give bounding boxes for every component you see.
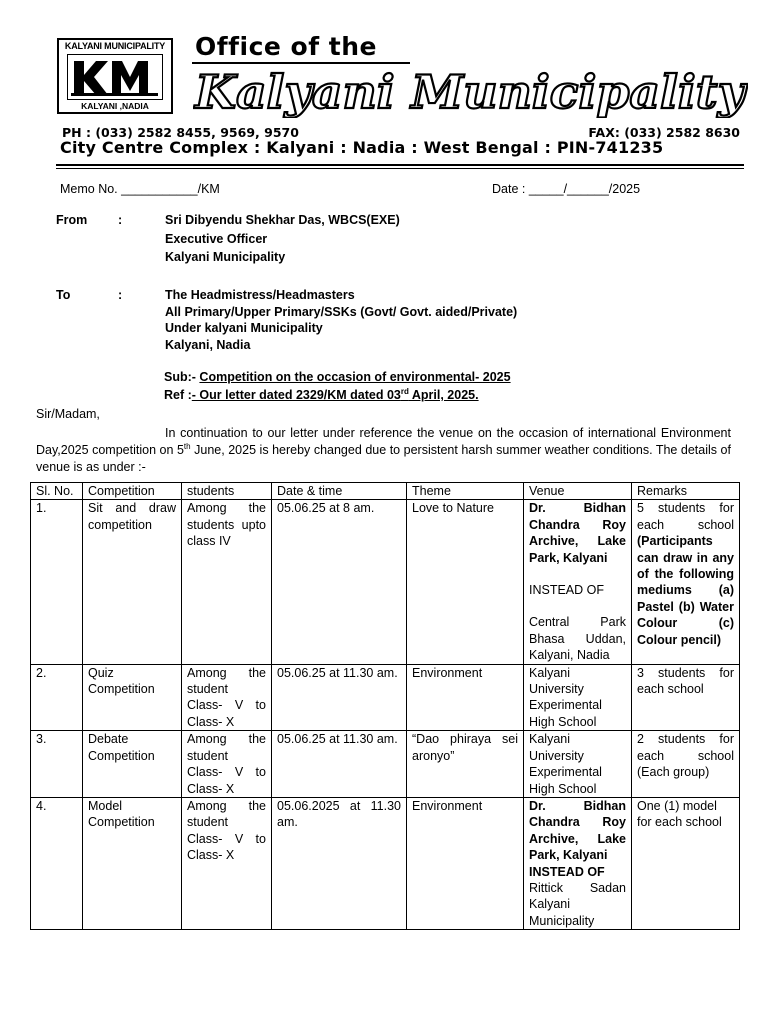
cell-remarks: One (1) model for each school: [632, 797, 740, 929]
header-competition: Competition: [83, 483, 182, 500]
from-line: Sri Dibyendu Shekhar Das, WBCS(EXE): [165, 213, 400, 227]
paragraph-text: In continuation to our letter under reference the venue on the occasion of international Environment Day,2025 competition on 5: [36, 426, 731, 457]
body-paragraph: [36, 425, 731, 476]
paragraph-sup: th: [183, 441, 191, 451]
to-line: The Headmistress/Headmasters: [165, 288, 355, 302]
from-colon: :: [118, 213, 123, 227]
table-header-row: [31, 483, 740, 500]
from-line: Executive Officer: [165, 232, 268, 246]
cell-remarks: 3 students for each school: [632, 664, 740, 731]
venue-table: [30, 482, 740, 930]
cell-date-time: 05.06.25 at 11.30 am.: [272, 664, 407, 731]
logo-top-text: KALYANI MUNICIPALITY: [64, 41, 166, 51]
municipality-name-text: Kalyani Municipality: [193, 65, 748, 118]
cell-competition: Debate Competition: [83, 731, 182, 798]
venue-new: Dr. Bidhan Chandra Roy Archive, Lake Park, Kalyani: [529, 501, 626, 565]
fax-number: FAX: (033) 2582 8630: [588, 125, 740, 140]
to-label: To: [56, 288, 71, 302]
cell-students: Among the student Class- V to Class- X: [182, 664, 272, 731]
table-row: [31, 664, 740, 731]
subject-label: Sub:-: [164, 370, 196, 384]
logo-emblem-icon: [67, 54, 163, 100]
to-line: All Primary/Upper Primary/SSKs (Govt/ Govt. aided/Private): [165, 305, 518, 319]
municipality-name-heading: [193, 62, 748, 118]
table-row: [31, 731, 740, 798]
cell-students: Among the students upto class IV: [182, 500, 272, 664]
header-theme: Theme: [407, 483, 524, 500]
cell-theme: “Dao phiraya sei aronyo”: [407, 731, 524, 798]
office-address: City Centre Complex : Kalyani : Nadia : West Bengal : PIN-741235: [60, 138, 664, 157]
header-students: students: [182, 483, 272, 500]
venue-old: Central Park Bhasa Uddan, Kalyani, Nadia: [529, 615, 626, 663]
remarks-text: 5 students for each school: [637, 501, 734, 532]
cell-sl-no: 2.: [31, 664, 83, 731]
header-date-time: Date & time: [272, 483, 407, 500]
municipality-logo: [57, 38, 173, 114]
cell-competition: Model Competition: [83, 797, 182, 929]
remarks-mediums: (Participants can draw in any of the following mediums (a) Pastel (b) Water Colour (c) Colour pencil): [637, 534, 734, 647]
office-of-heading: Office of the: [195, 32, 378, 61]
cell-sl-no: 3.: [31, 731, 83, 798]
memo-number: Memo No. ___________/KM: [60, 182, 220, 196]
venue-instead-of: INSTEAD OF: [529, 583, 605, 598]
venue-new: Dr. Bidhan Chandra Roy Archive, Lake Park, Kalyani: [529, 798, 626, 863]
header-sl-no: Sl. No.: [31, 483, 83, 500]
reference-line: [164, 388, 479, 402]
header-remarks: Remarks: [632, 483, 740, 500]
header-divider-thin: [56, 168, 744, 169]
cell-date-time: 05.06.2025 at 11.30 am.: [272, 797, 407, 929]
table-row: [31, 500, 740, 664]
cell-date-time: 05.06.25 at 8 am.: [272, 500, 407, 664]
phone-numbers: PH : (033) 2582 8455, 9569, 9570: [62, 125, 299, 140]
subject-text: Competition on the occasion of environmental- 2025: [199, 370, 511, 384]
reference-label: Ref :: [164, 388, 192, 402]
cell-competition: Sit and draw competition: [83, 500, 182, 664]
reference-text-end: April, 2025.: [408, 388, 479, 402]
to-line: Kalyani, Nadia: [165, 338, 251, 352]
cell-students: Among the student Class- V to Class- X: [182, 731, 272, 798]
cell-competition: Quiz Competition: [83, 664, 182, 731]
cell-sl-no: 1.: [31, 500, 83, 664]
cell-date-time: 05.06.25 at 11.30 am.: [272, 731, 407, 798]
table-row: [31, 797, 740, 929]
venue-instead-of: INSTEAD OF: [529, 864, 605, 879]
cell-theme: Love to Nature: [407, 500, 524, 664]
reference-sup: rd: [400, 386, 409, 396]
to-colon: :: [118, 288, 123, 302]
memo-date: Date : _____/______/2025: [492, 182, 641, 196]
cell-venue: [524, 797, 632, 929]
venue-old: Rittick Sadan Kalyani Municipality: [529, 880, 626, 928]
cell-venue: Kalyani University Experimental High School: [524, 664, 632, 731]
header-divider: [56, 164, 744, 166]
cell-theme: Environment: [407, 664, 524, 731]
salutation: Sir/Madam,: [36, 407, 100, 421]
cell-venue: Kalyani University Experimental High School: [524, 731, 632, 798]
subject-line: [164, 370, 511, 384]
cell-sl-no: 4.: [31, 797, 83, 929]
from-label: From: [56, 213, 88, 227]
to-line: Under kalyani Municipality: [165, 321, 323, 335]
cell-venue: [524, 500, 632, 664]
logo-bottom-text: KALYANI ,NADIA: [81, 101, 149, 111]
from-line: Kalyani Municipality: [165, 250, 286, 264]
paragraph-text-end: June, 2025 is hereby changed due to persistent harsh summer weather conditions. The details of venue is as under :-: [36, 443, 731, 474]
header-venue: Venue: [524, 483, 632, 500]
cell-theme: Environment: [407, 797, 524, 929]
reference-text: - Our letter dated 2329/KM dated 03: [191, 388, 401, 402]
cell-remarks: [632, 500, 740, 664]
cell-students: Among the student Class- V to Class- X: [182, 797, 272, 929]
cell-remarks: 2 students for each school (Each group): [632, 731, 740, 798]
